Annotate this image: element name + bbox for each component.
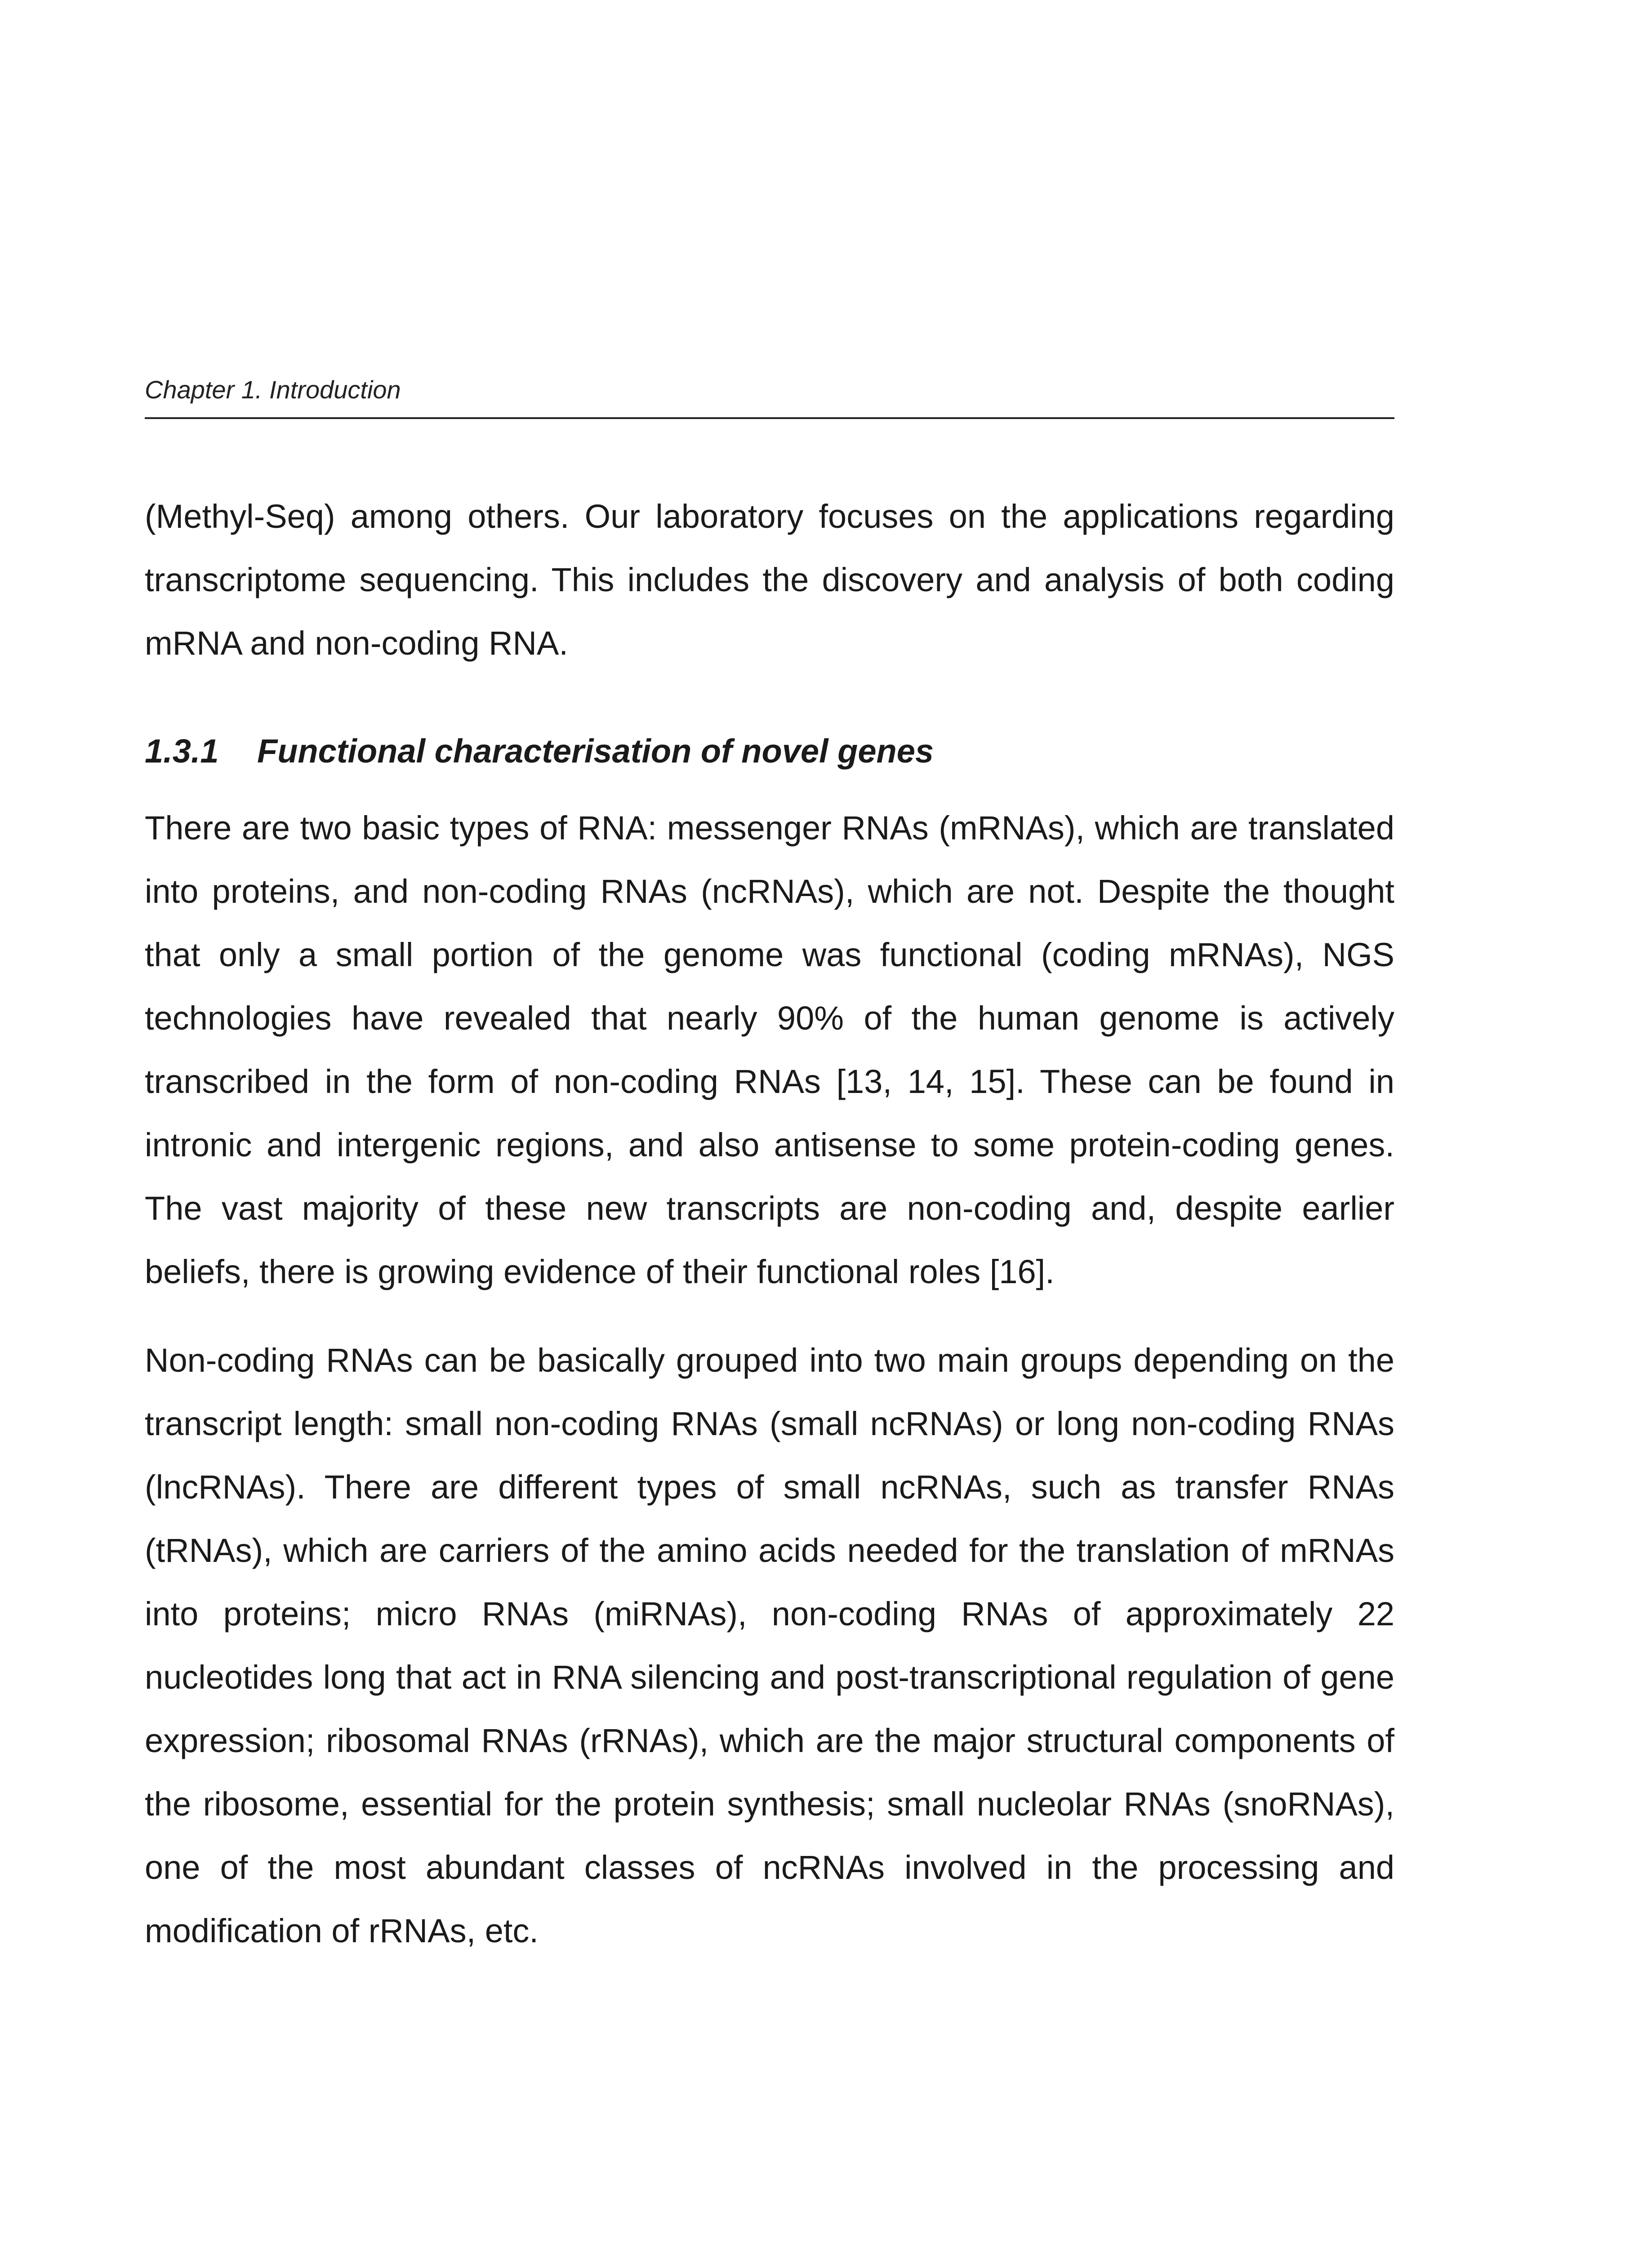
body-paragraph: Non-coding RNAs can be basically grouped into two main groups depending on the transcript length: small non-coding RNAs (small ncRNAs) or long non-coding RNAs (lncRNAs). There are different types of small ncRNAs, such as transfer RNAs (tRNAs), which are carriers of the amino acids needed for the translation of mRNAs into proteins; micro RNAs (miRNAs), non-coding RNAs of approximately 22 nucleotides long that act in RNA silencing and post-transcriptional regulation of gene expression; ribosomal RNAs (rRNAs), which are the major structural components of the ribosome, essential for the protein synthesis; small nucleolar RNAs (snoRNAs), one of the most abundant classes of ncRNAs involved in the processing and modification of rRNAs, etc.: [145, 1342, 1394, 1949]
section-heading: [145, 729, 1394, 774]
section-number: 1.3.1: [145, 732, 219, 770]
intro-paragraph: (Methyl-Seq) among others. Our laboratory focuses on the applications regarding transcriptome sequencing. This includes the discovery and analysis of both coding mRNA and non-coding RNA.: [145, 498, 1394, 662]
body-paragraph: There are two basic types of RNA: messenger RNAs (mRNAs), which are translated into proteins, and non-coding RNAs (ncRNAs), which are not. Despite the thought that only a small portion of the genome was functional (coding mRNAs), NGS technologies have revealed that nearly 90% of the human genome is actively transcribed in the form of non-coding RNAs [13, 14, 15]. These can be found in intronic and intergenic regions, and also antisense to some protein-coding genes. The vast majority of these new transcripts are non-coding and, despite earlier beliefs, there is growing evidence of their functional roles [16].: [145, 809, 1394, 1290]
header-rule: [145, 417, 1394, 419]
running-header: Chapter 1. Introduction: [145, 375, 401, 404]
page-body: [145, 485, 1394, 1963]
section-title: Functional characterisation of novel genes: [257, 732, 934, 770]
